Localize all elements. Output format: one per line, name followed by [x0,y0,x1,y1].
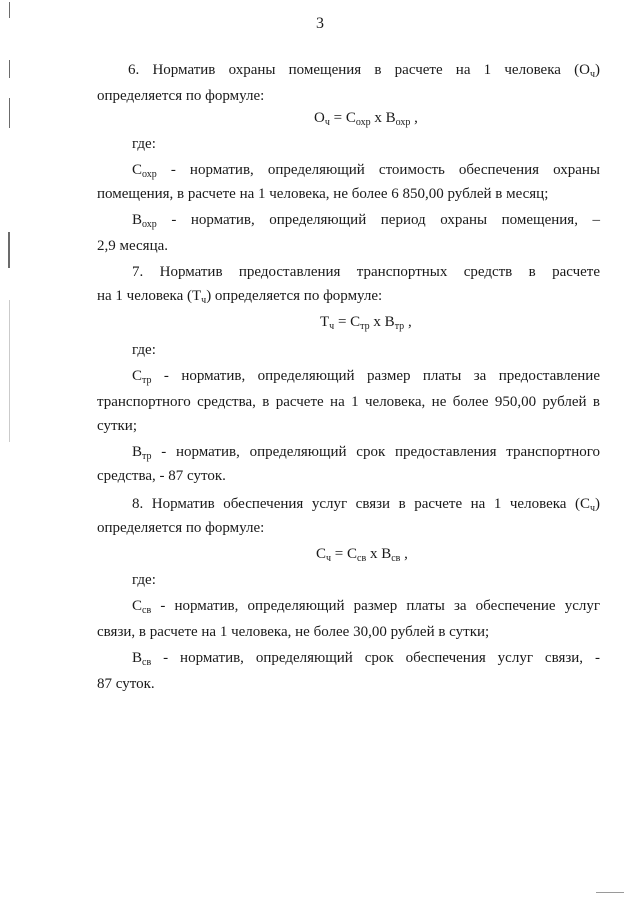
formula-t-x: х В [369,314,395,330]
def-c-ohr-sym: С [132,162,143,178]
formula-o-end: , [410,110,418,126]
p6-line1-sub: ч [589,69,595,80]
p7-line2-sub: ч [201,295,207,306]
def-c-tr-sym: С [132,368,143,384]
formula-o-c-sub: охр [395,117,411,128]
formula-c-b-sub: св [357,553,367,564]
formula-t-a-sub: ч [329,321,335,332]
def-b-ohr-text: - норматив, определяющий период охраны помещения, – [156,212,600,228]
def-b-tr-text: - норматив, определяющий срок предоставления транспортного [151,444,600,460]
def-b-sv-text: - норматив, определяющий срок обеспечения услуг связи, - [151,650,600,666]
p6-line1-text: 6. Норматив охраны помещения в расчете на 1 человека (О [128,62,590,78]
scan-mark-4 [9,300,10,442]
def-b-ohr-sym: В [132,212,143,228]
def-b-ohr-line2: 2,9 месяца. [97,238,169,254]
formula-o-a: О [314,110,325,126]
p8-line1-text: 8. Норматив обеспечения услуг связи в расчете на 1 человека (С [132,496,590,512]
formula-o-x: х В [370,110,396,126]
p7-line2 [97,286,382,306]
where-label-7: где: [132,342,156,358]
scan-mark-3 [8,232,10,268]
formula-c-end: , [400,546,408,562]
def-c-tr-text: - норматив, определяющий размер платы за предоставление [151,368,600,384]
p6-line2: определяется по формуле: [97,88,265,104]
p7-line2-post: ) определяется по формуле: [206,288,383,304]
def-b-sv-line2: 87 суток. [97,676,155,692]
def-b-ohr-line1 [132,210,600,230]
p8-line2: определяется по формуле: [97,520,265,536]
def-c-tr-line2: транспортного средства, в расчете на 1 человека, не более 950,00 рублей в [97,394,600,410]
where-label-8: где: [132,572,156,588]
def-c-sv-sym-sub: св [142,605,152,616]
formula-o [314,108,418,128]
formula-t-a: Т [320,314,330,330]
def-c-sv-line1 [132,596,600,616]
formula-o-eq: = С [329,110,356,126]
def-b-tr-sym: В [132,444,143,460]
formula-o-a-sub: ч [324,117,330,128]
def-c-ohr-text: - норматив, определяющий стоимость обеспечения охраны [156,162,600,178]
formula-t [320,312,412,332]
def-b-tr-line1 [132,442,600,462]
formula-t-end: , [404,314,412,330]
where-label-6: где: [132,136,156,152]
formula-o-b-sub: охр [355,117,371,128]
def-c-tr-sym-sub: тр [142,375,152,386]
def-c-sv-text: - норматив, определяющий размер платы за обеспечение услуг [151,598,600,614]
p6-line1 [128,60,600,80]
formula-c [316,544,408,564]
formula-t-eq: = С [334,314,361,330]
def-c-ohr-line1 [132,160,600,180]
def-c-ohr-line2: помещения, в расчете на 1 человека, не более 6 850,00 рублей в месяц; [97,186,549,202]
p7-line1: 7. Норматив предоставления транспортных средств в расчете [132,264,600,280]
formula-t-c-sub: тр [394,321,405,332]
formula-c-a-sub: ч [326,553,332,564]
def-b-sv-sym: В [132,650,143,666]
def-c-sv-line2: связи, в расчете на 1 человека, не более 30,00 рублей в сутки; [97,624,490,640]
def-b-tr-line2: средства, - 87 суток. [97,468,226,484]
def-b-ohr-sym-sub: охр [142,219,157,230]
p6-line1-end: ) [595,62,600,78]
page-number: 3 [316,15,324,32]
formula-c-x: х В [366,546,392,562]
def-c-tr-line1 [132,366,600,386]
p7-line2-pre: на 1 человека (Т [97,288,202,304]
scan-mark-1 [9,60,10,78]
formula-c-c-sub: св [391,553,401,564]
formula-c-eq: = С [331,546,358,562]
def-b-sv-line1 [132,648,600,668]
def-b-tr-sym-sub: тр [142,451,152,462]
p8-line1-end: ) [595,496,600,512]
def-c-ohr-sym-sub: охр [142,169,157,180]
formula-c-a: С [316,546,327,562]
def-c-tr-line3: сутки; [97,418,137,434]
def-c-sv-sym: С [132,598,143,614]
scan-mark-2 [9,98,10,128]
def-b-sv-sym-sub: св [142,657,152,668]
p8-line1 [132,494,600,514]
formula-t-b-sub: тр [360,321,370,332]
scan-speck-bottom [596,892,624,893]
p8-line1-sub: ч [589,503,595,514]
